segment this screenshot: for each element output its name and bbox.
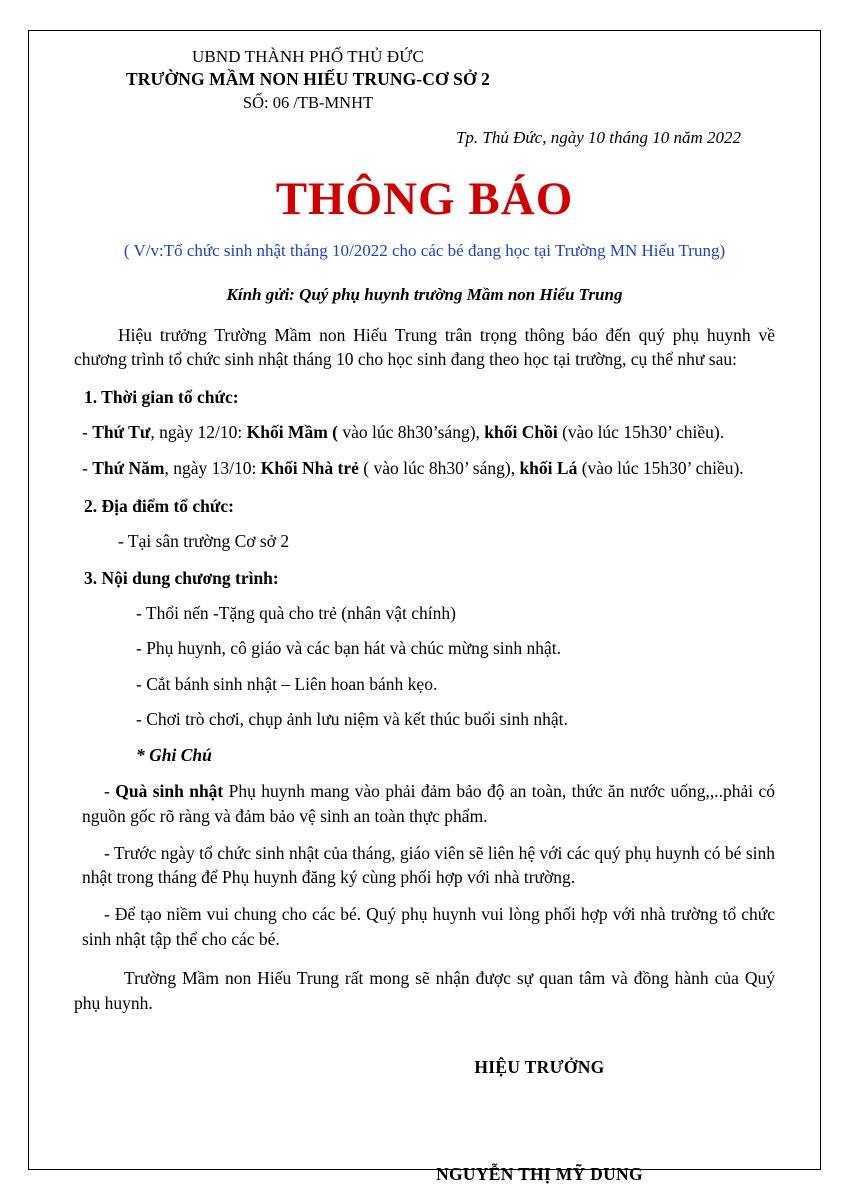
letterhead [98, 46, 518, 113]
note-text: - Để tạo niềm vui chung cho các bé. Quý phụ huynh vui lòng phối hợp với nhà trường tổ chức sinh nhật tập thể cho các bé. [82, 904, 775, 950]
program-item: - Cắt bánh sinh nhật – Liên hoan bánh kẹo. [136, 673, 438, 694]
note-text: Phụ huynh mang vào phải đảm bảo độ an toàn, thức ăn nước uống,,..phải có nguồn gốc rõ ràng và đảm bảo vệ sinh an toàn thực phẩm. [82, 780, 775, 826]
signature-name: NGUYỄN THỊ MỸ DUNG [436, 1163, 643, 1184]
recipient-label: Kính gửi: [226, 285, 295, 305]
recipient-value: Quý phụ huynh trường Mầm non Hiếu Trung [299, 285, 623, 305]
time-item-detail2: (vào lúc 15h30’ chiều). [557, 422, 725, 443]
document-subtitle: ( V/v:Tổ chức sinh nhật tháng 10/2022 cho các bé đang học tại Trường MN Hiếu Trung) [123, 240, 726, 260]
intro-paragraph: Hiệu trưởng Trường Mầm non Hiếu Trung trân trọng thông báo đến quý phụ huynh về chương trình tổ chức sinh nhật tháng 10 cho học sinh đang theo học tại trường, cụ thể như sau: [74, 324, 775, 370]
school-name: TRƯỜNG MẦM NON HIẾU TRUNG-CƠ SỞ 2 [126, 69, 490, 90]
time-item-dash: - [82, 458, 88, 479]
note-item-cooperation [74, 902, 775, 952]
time-item-group2: khối Chồi [484, 422, 558, 443]
time-item-dash: - [82, 422, 88, 443]
time-item-detail1: ( vào lúc 8h30’ sáng), [358, 458, 520, 479]
time-item [74, 420, 775, 445]
time-item-detail1: vào lúc 8h30’sáng), [337, 422, 485, 443]
time-item-date: , ngày 12/10: [150, 422, 247, 443]
section-heading-time: 1. Thời gian tổ chức: [84, 387, 239, 408]
document-number: SỐ: 06 /TB-MNHT [242, 92, 374, 112]
time-item-day: Thứ Năm [92, 458, 165, 479]
program-item: - Chơi trò chơi, chụp ảnh lưu niệm và kết thúc buổi sinh nhật. [136, 708, 568, 729]
section-heading-place: 2. Địa điểm tổ chức: [84, 496, 234, 517]
time-item-group2: khối Lá [519, 458, 578, 479]
time-item-group1: Khối Mầm ( [246, 422, 338, 443]
signature-title: HIỆU TRƯỞNG [474, 1056, 605, 1077]
section-heading-program: 3. Nội dung chương trình: [84, 568, 279, 589]
time-item-day: Thứ Tư [92, 422, 151, 443]
time-item-date: , ngày 13/10: [164, 458, 261, 479]
time-item-group1: Khối Nhà trẻ [260, 458, 359, 479]
closing-paragraph: Trường Mầm non Hiếu Trung rất mong sẽ nhận được sự quan tâm và đồng hành của Quý phụ huynh. [74, 967, 775, 1013]
issuing-authority: UBND THÀNH PHỐ THỦ ĐỨC [192, 47, 424, 66]
note-text: - Trước ngày tổ chức sinh nhật của tháng, giáo viên sẽ liên hệ với các quý phụ huynh có bé sinh nhật trong tháng để Phụ huynh đăng ký cùng phối hợp với nhà trường. [82, 842, 775, 888]
time-item-detail2: (vào lúc 15h30’ chiều). [577, 458, 744, 479]
document-content [30, 28, 819, 1196]
notes-heading: * Ghi Chú [136, 744, 212, 765]
note-dash: - [104, 780, 110, 801]
note-item-registration [74, 841, 775, 891]
place-item: - Tại sân trường Cơ sở 2 [118, 531, 290, 552]
document-title: THÔNG BÁO [275, 172, 574, 225]
program-item: - Phụ huynh, cô giáo và các bạn hát và chúc mừng sinh nhật. [136, 638, 561, 659]
program-item: - Thổi nến -Tặng quà cho trẻ (nhân vật chính) [136, 603, 456, 624]
time-item [74, 456, 775, 481]
recipient-line [74, 284, 775, 306]
note-item-gift [74, 779, 775, 829]
place-and-date: Tp. Thủ Đức, ngày 10 tháng 10 năm 2022 [455, 128, 741, 148]
note-lead: Quà sinh nhật [115, 780, 224, 801]
